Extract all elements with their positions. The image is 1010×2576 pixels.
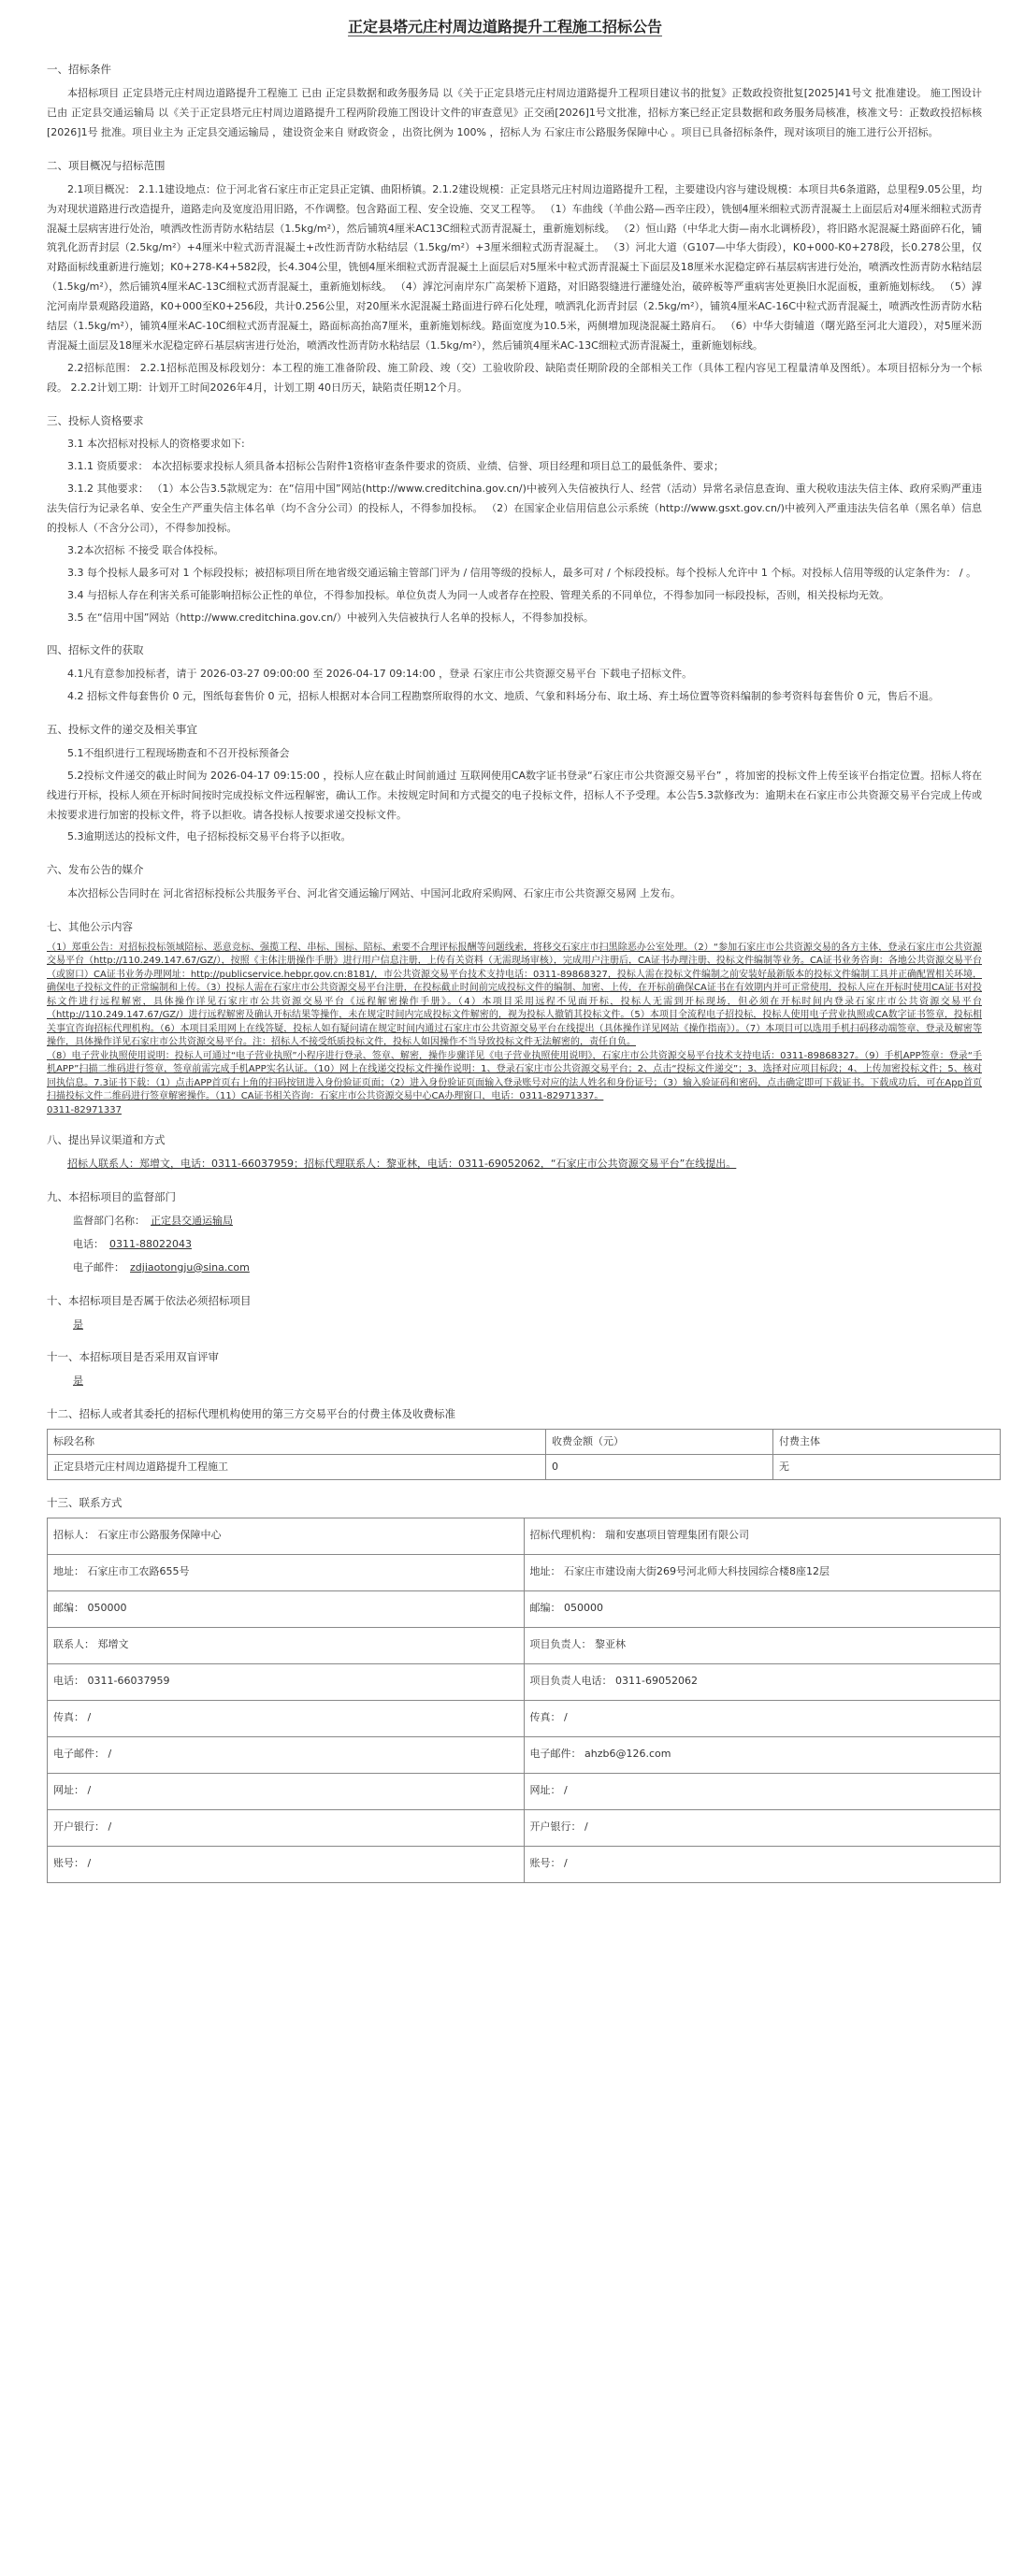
table-cell: 开户银行： / — [48, 1809, 525, 1846]
other-content-text: （1）郑重公告：对招标投标领域陪标、恶意竞标、强揽工程、串标、围标、陪标、索要不合理评标报酬等问题线索，将移交石家庄市扫黑除恶办公室处理。（2）“参加石家庄市公共资源交易的各方主体，登录石家庄市公共资源交易平台（http://110.249.147.67/GZ/），按照《主体注册操作手册》进行用户信息注册，上传有关资料（无需现场审核），完成用户注册后，CA证书办理注册、投标文件编制等业务。CA证书业务咨询：各地公共资源交易平台（或窗口）CA证书业务办理网址：http://publicservice.hebpr.gov.cn:8181/，市公共资源交易平台技术支持电话：0311-89868327，投标人需在投标文件编制之前安装好最新版本的投标文件编制工具并正确配置相关环境，确保电子投标文件的正常编制和上传。（3）投标人需在石家庄市公共资源交易平台注册，在投标截止时间前完成投标文件的编制、加密、上传，在开标前确保CA证书在有效期内并可正常使用，投标人应在开标时使用CA证书对投标文件进行远程解密，具体操作详见石家庄市公共资源交易平台《远程解密操作手册》。（4）本项目采用远程不见面开标，投标人无需到开标现场，但必须在开标时间内登录石家庄市公共资源交易平台（http://110.249.147.67/GZ/）进行远程解密及确认开标结果等操作，未在规定时间内完成投标文件解密的，视为投标人撤销其投标文件。（5）本项目全流程电子招投标，投标人使用电子营业执照或CA数字证书签章，投标相关事宜咨询招标代理机构。（6）本项目采用网上在线答疑，投标人如有疑问请在规定时间内通过石家庄市公共资源交易平台在线提出（具体操作详见网站《操作指南》）。（7）本项目可以选用手机扫码移动端签章、登录及解密等操作，具体操作详见石家庄市公共资源交易平台。注：招标人不接受纸质投标文件，投标人如因操作不当导致投标文件无法解密的，责任自负。 — [47, 942, 982, 1048]
table-cell: 招标代理机构： 瑞和安惠项目管理集团有限公司 — [524, 1518, 1001, 1554]
section-contact — [28, 1493, 982, 1883]
table-cell: 电子邮件： ahzb6@126.com — [524, 1736, 1001, 1773]
table-row — [48, 1627, 1001, 1663]
table-cell: 正定县塔元庄村周边道路提升工程施工 — [48, 1454, 546, 1479]
section-double-blind — [28, 1347, 982, 1391]
submission-5-2: 5.2投标文件递交的截止时间为 2026-04-17 09:15:00 ，投标人应在截止时间前通过 互联网使用CA数字证书登录“石家庄市公共资源交易平台” ，将加密的投标文件上传至该平台指定位置。招标人将在线进行开标，投标人须在开标时间按时完成投标文件远程解密，确认工作。未按规定时间和方式提交的电子投标文件，招标人不予受理。本公告5.3款修改为：逾期未在石家庄市公共资源交易平台完成上传或未按要求进行加密的投标文件，将予以拒收。请各投标人按要求递交投标文件。 — [47, 769, 982, 821]
project-overview-text: 2.1项目概况： 2.1.1建设地点：位于河北省石家庄市正定县正定镇、曲阳桥镇。2.1.2建设规模：正定县塔元庄村周边道路提升工程，主要建设内容与建设规模：本项目共6条道路，总里程9.05公里，均为对现状道路进行改造提升，道路走向及宽度沿用旧路，不作调整。包含路面工程、安全设施、交叉工程等。 （1）车曲线（羊曲公路—西辛庄段），铣刨4厘米细粒式沥青混凝土上面层后对4厘米细粒式沥青混凝土层病害进行处治，喷洒改性沥青防水粘结层（1.5kg/m²），然后铺筑4厘米AC13C细粒式沥青混凝土，重新施划标线。 （2）恒山路（中华北大街—南水北调桥段），将旧路水泥混凝土路面碎石化，铺筑乳化沥青封层（2.5kg/m²）+4厘米中粒式沥青混凝土+改性沥青防水粘结层（1.5kg/m²）+3厘米细粒式沥青混凝土。 （3）河北大道（G107—中华大街段），K0+000-K0+278段，长0.278公里，仅对路面标线重新进行施划；K0+278-K4+582段，长4.304公里，铣刨4厘米细粒式沥青混凝土上面层后对5厘米中粒式沥青混凝土下面层及18厘米水泥稳定碎石基层病害进行处治，喷洒改性沥青防水粘结层（1.5kg/m²），然后铺筑4厘米AC-13C细粒式沥青混凝土，重新施划标线。 （4）滹沱河南岸东广高架桥下道路，对旧路裂缝进行灌缝处治，破碎板等严重病害处更换旧水泥面板，重新施划标线。 （5）滹沱河南岸景观路段道路，K0+000至K0+256段，共计0.256公里，对20厘米水泥混凝土路面进行碎石化处理，喷洒乳化沥青封层（2.5kg/m²），铺筑4厘米AC-16C中粒式沥青混凝土，喷洒改性沥青防水粘结层（1.5kg/m²），铺筑4厘米AC-10C细粒式沥青混凝土，路面标高抬高7厘米，重新施划标线。路面宽度为10.5米，两侧增加现浇混凝土路肩石。 （6）中华大街辅道（曙光路至河北大道段），对5厘米沥青混凝土面层及18厘米水泥稳定碎石基层病害进行处治，喷洒改性沥青防水粘结层（1.5kg/m²），然后铺筑4厘米AC-13C细粒式沥青混凝土，重新施划标线。 — [47, 182, 982, 352]
table-row — [48, 1773, 1001, 1809]
table-cell: 电话： 0311-66037959 — [48, 1663, 525, 1700]
table-cell: 地址： 石家庄市工农路655号 — [48, 1554, 525, 1590]
section-submission — [28, 720, 982, 847]
table-row — [48, 1454, 1001, 1479]
table-row — [48, 1736, 1001, 1773]
qualification-3-1-1: 3.1.1 资质要求： 本次招标要求投标人须具备本招标公告附件1资格审查条件要求的资质、业绩、信誉、项目经理和项目总工的最低条件、要求； — [67, 460, 724, 473]
section-supervision — [28, 1187, 982, 1278]
supervision-tel: 电话： 0311-88022043 — [73, 1237, 192, 1250]
media-text: 本次招标公告同时在 河北省招标投标公共服务平台、河北省交通运输厅网站、中国河北政府采购网、石家庄市公共资源交易网 上发布。 — [67, 887, 681, 900]
page-title: 正定县塔元庄村周边道路提升工程施工招标公告 — [347, 18, 662, 36]
table-cell: 招标人： 石家庄市公路服务保障中心 — [48, 1518, 525, 1554]
table-header-cell: 收费金额（元） — [546, 1429, 773, 1454]
section-project-overview — [28, 156, 982, 398]
section-title: 三、投标人资格要求 — [47, 413, 144, 427]
table-row — [48, 1554, 1001, 1590]
section-title: 七、其他公示内容 — [47, 920, 133, 934]
section-title: 五、投标文件的递交及相关事宜 — [47, 723, 197, 737]
submission-5-1: 5.1不组织进行工程现场勘查和不召开投标预备会 — [67, 746, 290, 759]
obtain-4-1: 4.1凡有意参加投标者，请于 2026-03-27 09:00:00 至 2026-04-17 09:14:00 ，登录 石家庄市公共资源交易平台 下载电子招标文件。 — [67, 668, 693, 681]
section-title: 二、项目概况与招标范围 — [47, 158, 166, 172]
table-row — [48, 1809, 1001, 1846]
table-row — [48, 1700, 1001, 1736]
table-cell: 项目负责人电话： 0311-69052062 — [524, 1663, 1001, 1700]
qualification-3-5: 3.5 在“信用中国”网站（http://www.creditchina.gov.cn/）中被列入失信被执行人名单的投标人，不得参加投标。 — [67, 611, 594, 624]
double-blind-answer: 是 — [73, 1374, 83, 1388]
supervision-email: 电子邮件： zdjiaotongju@sina.com — [73, 1260, 250, 1274]
table-cell: 传真： / — [48, 1700, 525, 1736]
table-header-row — [48, 1429, 1001, 1454]
section-media — [28, 860, 982, 904]
qualification-3-2: 3.2本次招标 不接受 联合体投标。 — [67, 543, 224, 556]
table-cell: 网址： / — [524, 1773, 1001, 1809]
submission-5-3: 5.3逾期送达的投标文件，电子招标投标交易平台将予以拒收。 — [67, 830, 352, 843]
table-header-cell: 付费主体 — [773, 1429, 1001, 1454]
section-title: 九、本招标项目的监督部门 — [47, 1190, 176, 1204]
table-cell: 账号： / — [524, 1846, 1001, 1882]
bid-scope-text: 2.2招标范围： 2.2.1招标范围及标段划分：本工程的施工准备阶段、施工阶段、竣（交）工验收阶段、缺陷责任期阶段的全部相关工作（具体工程内容见工程量清单及图纸）。本项目招标分为一个标段。 2.2.2计划工期：计划开工时间2026年4月，计划工期 40日历天，缺陷责任期12个月。 — [47, 361, 982, 394]
section-bid-conditions — [28, 60, 982, 143]
qualification-3-1-2: 3.1.2 其他要求： （1）本公告3.5款规定为：在“信用中国”网站(http://www.creditchina.gov.cn/)中被列入失信被执行人、经营（活动）异常名录信息查询、重大税收违法失信主体、政府采购严重违法失信行为记录名单、安全生产严重失信主体名单（均不含分公司）的投标人，不得参加投标。 （2）在国家企业信用信息公示系统（http://www.gsxt.gov.cn/)中被列入严重违法失信名单（黑名单）信息的投标人（不含分公司），不得参加投标。 — [47, 482, 982, 534]
section-obtain-documents — [28, 640, 982, 707]
table-cell: 地址： 石家庄市建设南大街269号河北师大科技园综合楼8座12层 — [524, 1554, 1001, 1590]
qualification-3-3: 3.3 每个投标人最多可对 1 个标段投标；被招标项目所在地省级交通运输主管部门评为 / 信用等级的投标人，最多可对 / 个标段投标。每个投标人允许中 1 个标。对投标人信用等级的认定条件为： / 。 — [67, 566, 977, 579]
table-cell: 账号： / — [48, 1846, 525, 1882]
table-cell: 邮编： 050000 — [524, 1590, 1001, 1627]
section-title: 十一、本招标项目是否采用双盲评审 — [47, 1350, 219, 1364]
table-row — [48, 1518, 1001, 1554]
table-cell: 网址： / — [48, 1773, 525, 1809]
section-title: 十三、联系方式 — [47, 1495, 123, 1509]
obtain-4-2: 4.2 招标文件每套售价 0 元，图纸每套售价 0 元，招标人根据对本合同工程勘察所取得的水文、地质、气象和料场分布、取土场、弃土场位置等资料编制的参考资料每套售价 0 元，售后不退。 — [67, 690, 939, 703]
section-other-content — [28, 917, 982, 1117]
table-cell: 传真： / — [524, 1700, 1001, 1736]
table-cell: 联系人： 郑增文 — [48, 1627, 525, 1663]
section-fee — [28, 1404, 982, 1480]
objection-text: 招标人联系人：郑增文，电话：0311-66037959；招标代理联系人：黎亚林，电话：0311-69052062，“石家庄市公共资源交易平台”在线提出。 — [67, 1158, 737, 1171]
other-content-phone: 0311-82971337 — [47, 1104, 122, 1115]
section-qualification — [28, 411, 982, 628]
section-title: 十二、招标人或者其委托的招标代理机构使用的第三方交易平台的付费主体及收费标准 — [47, 1407, 455, 1421]
contact-table — [47, 1518, 1001, 1883]
fee-table — [47, 1429, 1001, 1480]
section-title: 十、本招标项目是否属于依法必须招标项目 — [47, 1293, 252, 1307]
section-objection — [28, 1130, 982, 1174]
qualification-3-4: 3.4 与招标人存在利害关系可能影响招标公正性的单位，不得参加投标。单位负责人为同一人或者存在控股、管理关系的不同单位，不得参加同一标段投标，否则，相关投标均无效。 — [67, 588, 889, 601]
table-row — [48, 1590, 1001, 1627]
section-title: 一、招标条件 — [47, 63, 111, 77]
supervision-dept: 监督部门名称： 正定县交通运输局 — [73, 1214, 233, 1227]
qualification-intro: 3.1 本次招标对投标人的资格要求如下: — [67, 438, 245, 451]
announcement-page — [28, 0, 982, 1883]
table-cell: 开户银行： / — [524, 1809, 1001, 1846]
mandatory-bidding-answer: 是 — [73, 1317, 83, 1331]
bid-conditions-text: 本招标项目 正定县塔元庄村周边道路提升工程施工 已由 正定县数据和政务服务局 以《关于正定县塔元庄村周边道路提升工程项目建议书的批复》正数政投资批复[2025]41号文 批准建设。 施工图设计已由 正定县交通运输局 以《关于正定县塔元庄村周边道路提升工程两阶段施工图设计文件的审查意见》正交函[2026]1号文批准，招标方案已经正定县数据和政务服务局核准，核准文号：正数政投招标核[2026]1号 批准。项目业主为 正定县交通运输局 ，建设资金来自 财政资金 ，出资比例为 100% ，招标人为 石家庄市公路服务保障中心 。项目已具备招标条件，现对该项目的施工进行公开招标。 — [47, 87, 982, 139]
section-title: 六、发布公告的媒介 — [47, 863, 144, 877]
other-content-text-2: （8）电子营业执照使用说明：投标人可通过“电子营业执照”小程序进行登录、签章、解密，操作步骤详见《电子营业执照使用说明》，石家庄市公共资源交易平台技术支持电话：0311-89868327。（9）手机APP签章：登录“手机APP”扫描二维码进行签章，签章前需完成手机APP实名认证。（10）网上在线递交投标文件操作说明：1、登录石家庄市公共资源交易平台；2、点击“投标文件递交”；3、选择对应项目标段；4、上传加密投标文件；5、核对回执信息。7.3证书下载：（1）点击APP首页右上角的扫码按钮进入身份验证页面；（2）进入身份验证页面输入登录账号对应的法人姓名和身份证号；（3）输入验证码和密码，点击确定即可下载证书。下载成功后，可在App首页扫描投标文件二维码进行签章解密操作。（11）CA证书相关咨询：石家庄市公共资源交易中心CA办理窗口，电话：0311-82971337。 — [47, 1050, 982, 1102]
table-cell: 无 — [773, 1454, 1001, 1479]
section-title: 四、招标文件的获取 — [47, 643, 144, 657]
table-cell: 电子邮件： / — [48, 1736, 525, 1773]
table-row — [48, 1846, 1001, 1882]
section-title: 八、提出异议渠道和方式 — [47, 1133, 166, 1147]
table-cell: 0 — [546, 1454, 773, 1479]
section-mandatory-bidding — [28, 1291, 982, 1335]
table-row — [48, 1663, 1001, 1700]
table-cell: 项目负责人： 黎亚林 — [524, 1627, 1001, 1663]
table-header-cell: 标段名称 — [48, 1429, 546, 1454]
table-cell: 邮编： 050000 — [48, 1590, 525, 1627]
